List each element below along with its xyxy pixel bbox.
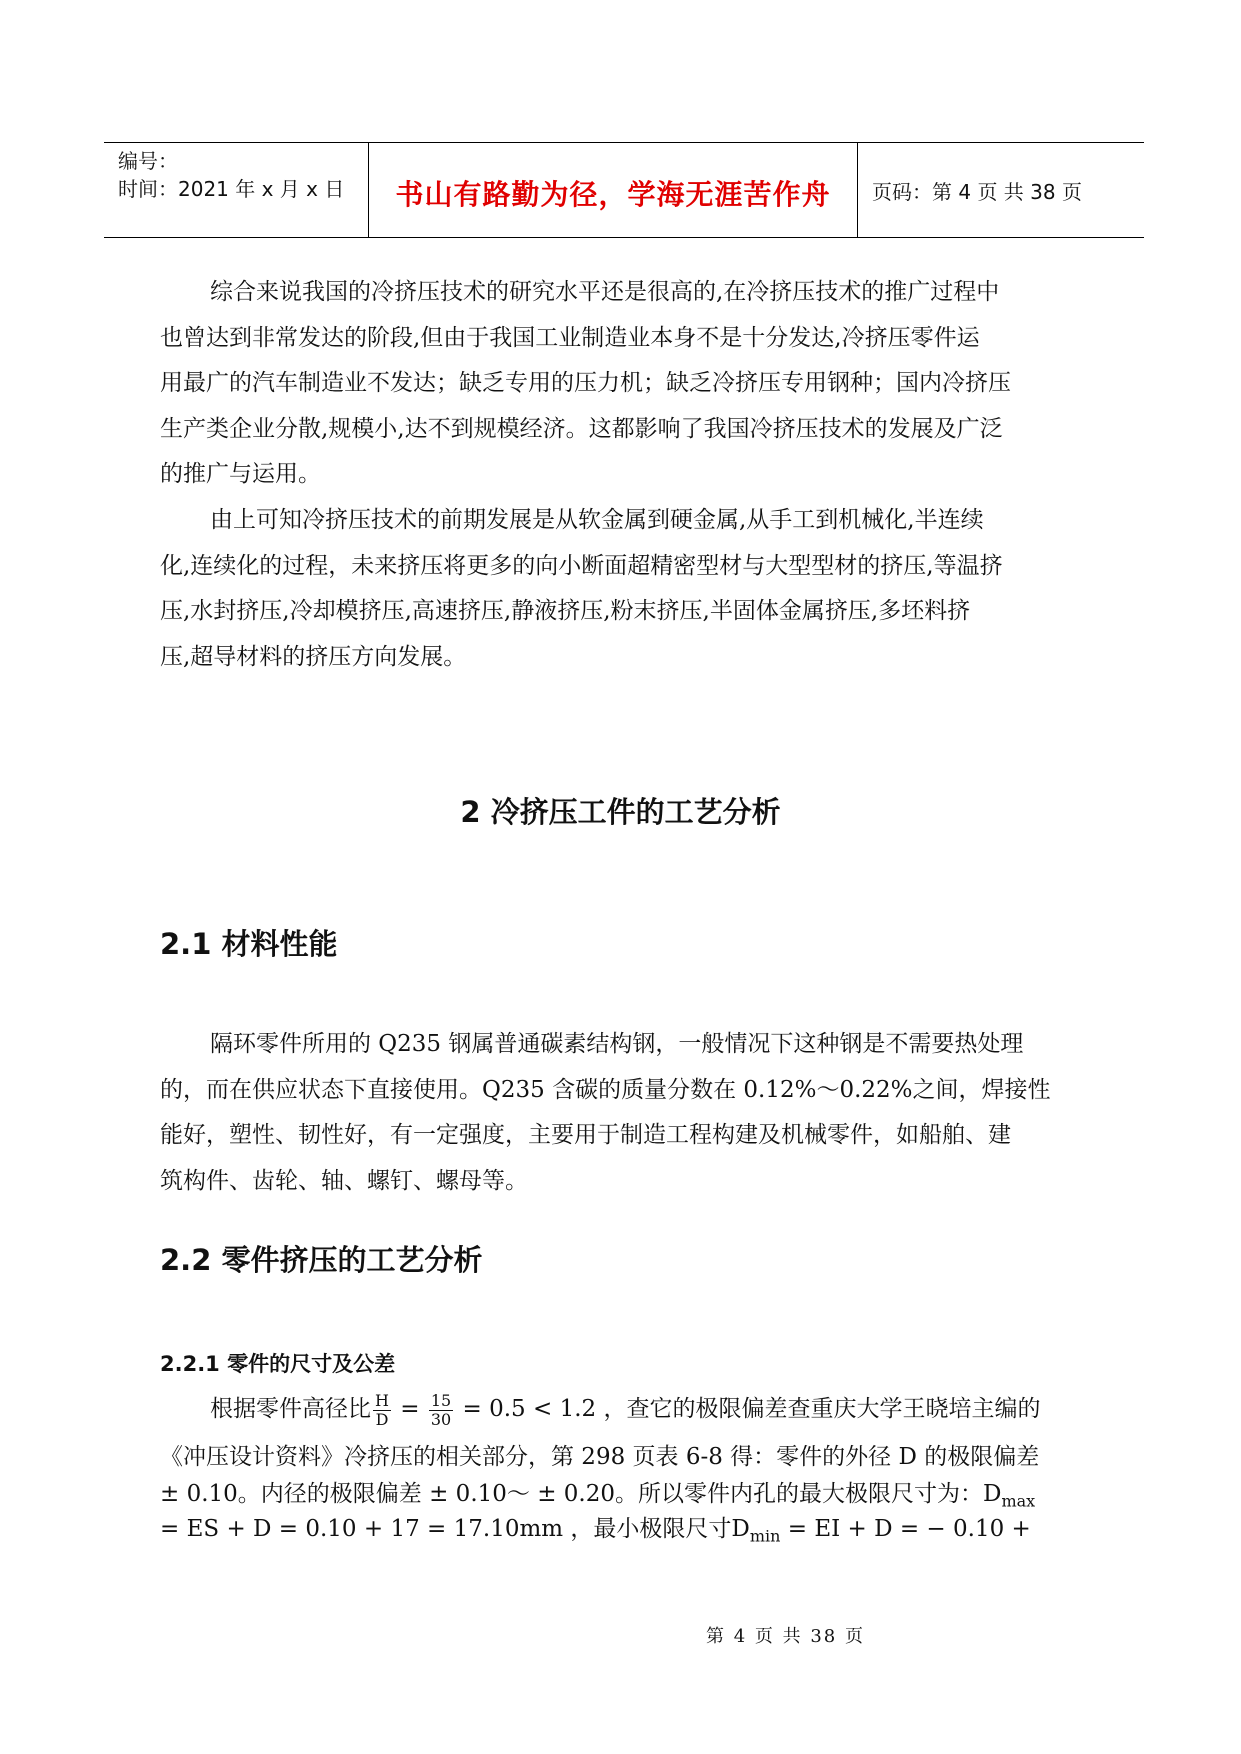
intro-paragraph-2	[160, 498, 1085, 680]
subscript-max: max	[1001, 1491, 1036, 1511]
text-line: 《冲压设计资料》冷挤压的相关部分，第 298 页表 6-8 得：零件的外径 D 的极限偏差	[160, 1444, 1040, 1470]
text-line: 筑构件、齿轮、轴、螺钉、螺母等。	[160, 1167, 528, 1194]
text-line: 综合来说我国的冷挤压技术的研究水平还是很高的,在冷挤压技术的推广过程中	[210, 279, 1000, 305]
header-motto: 书山有路勤为径，学海无涯苦作舟	[395, 178, 831, 211]
section-2-1-paragraph	[160, 1022, 1085, 1204]
chapter-title: 2 冷挤压工件的工艺分析	[460, 795, 781, 829]
text-line: 的，而在供应状态下直接使用。Q235 含碳的质量分数在 0.12%～0.22%之间，焊接性	[160, 1076, 1051, 1103]
text-line: 生产类企业分散,规模小,达不到规模经济。这都影响了我国冷挤压技术的发展及广泛	[160, 415, 1003, 442]
formula-line-1	[160, 1390, 1085, 1429]
equals-sign: =	[392, 1396, 427, 1422]
header-meta-cell	[104, 143, 368, 237]
fraction-numerator: 15	[430, 1390, 452, 1410]
header-date: 时间：2021 年 x 月 x 日	[118, 177, 345, 201]
text-line: 的推广与运用。	[160, 461, 321, 487]
fraction-numerator: H	[375, 1390, 389, 1410]
section-2-2-1-title: 2.2.1 零件的尺寸及公差	[160, 1352, 396, 1376]
header-motto-cell	[368, 143, 858, 237]
text-line: 由上可知冷挤压技术的前期发展是从软金属到硬金属,从手工到机械化,半连续	[210, 507, 984, 533]
text-line: 压,水封挤压,冷却模挤压,高速挤压,静液挤压,粉末挤压,半固体金属挤压,多坯料挤	[160, 598, 971, 624]
text-line: = ES + D = 0.10 + 17 = 17.10mm ，最小极限尺寸D	[160, 1516, 750, 1542]
text-line: 压,超导材料的挤压方向发展。	[160, 643, 467, 670]
header-page-info: 页码：第 4 页 共 38 页	[872, 180, 1082, 204]
text-line: 隔环零件所用的 Q235 钢属普通碳素结构钢，一般情况下这种钢是不需要热处理	[210, 1031, 1024, 1057]
formula-line-2	[160, 1438, 1085, 1471]
header-page-cell	[858, 143, 1144, 237]
section-2-2-title: 2.2 零件挤压的工艺分析	[160, 1243, 483, 1277]
header-number-label: 编号：	[118, 149, 178, 173]
formula-line-3	[160, 1475, 1085, 1511]
text-line: 用最广的汽车制造业不发达；缺乏专用的压力机；缺乏冷挤压专用钢种；国内冷挤压	[160, 370, 1011, 396]
section-2-1-title: 2.1 材料性能	[160, 927, 338, 961]
page-header	[104, 142, 1144, 238]
text-line: = EI + D = − 0.10 +	[780, 1516, 1031, 1542]
subscript-min: min	[749, 1526, 781, 1546]
fraction-denominator: 30	[430, 1409, 452, 1429]
text-line: 能好，塑性、韧性好，有一定强度，主要用于制造工程构建及机械零件，如船舶、建	[160, 1122, 1011, 1148]
page-footer: 第 4 页 共 38 页	[706, 1626, 865, 1647]
formula-rest: = 0.5 < 1.2 ，查它的极限偏差查重庆大学王晓培主编的	[455, 1396, 1041, 1422]
formula-prefix: 根据零件高径比	[210, 1396, 371, 1422]
fraction-15-over-30	[429, 1392, 453, 1429]
intro-paragraph-1	[160, 270, 1085, 498]
formula-line-4	[160, 1510, 1085, 1546]
text-line: ± 0.10。内径的极限偏差 ± 0.10～ ± 0.20。所以零件内孔的最大极限尺寸为：D	[160, 1481, 1002, 1507]
text-line: 化,连续化的过程，未来挤压将更多的向小断面超精密型材与大型型材的挤压,等温挤	[160, 552, 1003, 579]
text-line: 也曾达到非常发达的阶段,但由于我国工业制造业本身不是十分发达,冷挤压零件运	[160, 324, 980, 351]
fraction-h-over-d	[373, 1392, 391, 1429]
fraction-denominator: D	[375, 1409, 389, 1429]
